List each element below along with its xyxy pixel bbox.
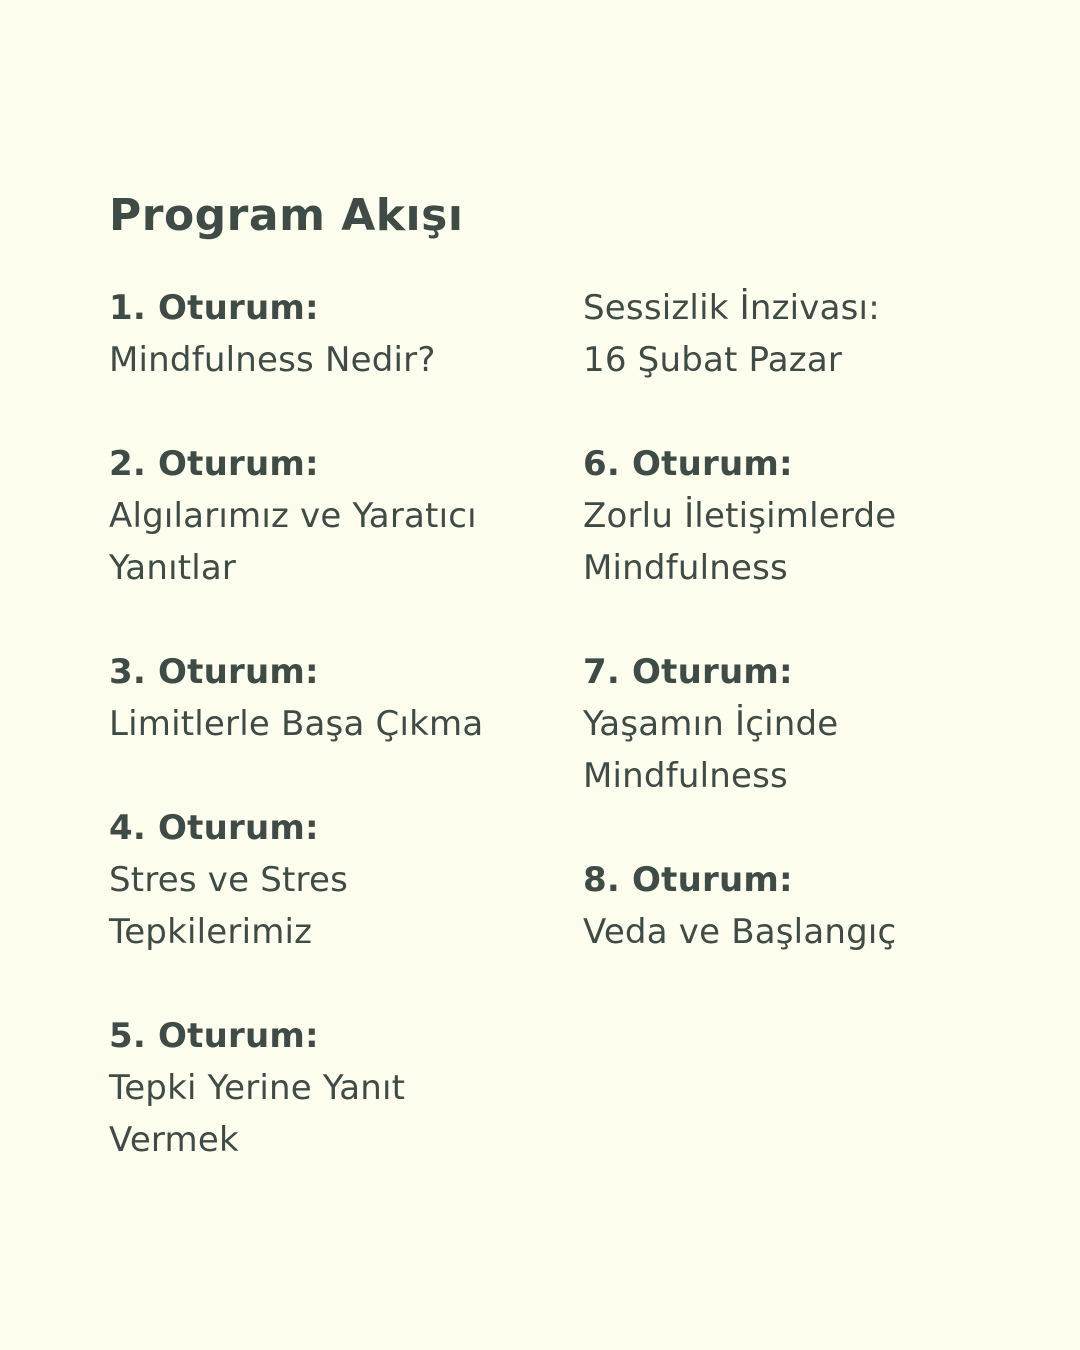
session-6 [583, 438, 1023, 594]
session-2 [109, 438, 549, 594]
session-heading: 4. Oturum: [109, 808, 319, 848]
session-title: Zorlu İletişimlerde [583, 496, 897, 536]
left-column [109, 282, 549, 1166]
right-column [583, 282, 1023, 958]
session-title: Mindfulness [583, 548, 788, 588]
session-8 [583, 854, 1023, 958]
session-heading: 6. Oturum: [583, 444, 793, 484]
session-heading: 5. Oturum: [109, 1016, 319, 1056]
session-retreat [583, 282, 1023, 386]
session-3 [109, 646, 549, 750]
session-heading: Sessizlik İnzivası: [583, 288, 880, 328]
session-heading: 8. Oturum: [583, 860, 793, 900]
session-title: Tepkilerimiz [109, 912, 313, 952]
session-heading: 3. Oturum: [109, 652, 319, 692]
session-title: Mindfulness [583, 756, 788, 796]
session-title: Tepki Yerine Yanıt [109, 1068, 406, 1108]
page-title: Program Akışı [109, 190, 464, 241]
session-title: Vermek [109, 1120, 239, 1160]
session-5 [109, 1010, 549, 1166]
session-title: Yanıtlar [109, 548, 237, 588]
session-date: 16 Şubat Pazar [583, 340, 843, 380]
session-title: Veda ve Başlangıç [583, 912, 897, 952]
session-title: Limitlerle Başa Çıkma [109, 704, 484, 744]
session-1 [109, 282, 549, 386]
session-title: Stres ve Stres [109, 860, 349, 900]
session-heading: 2. Oturum: [109, 444, 319, 484]
session-heading: 1. Oturum: [109, 288, 319, 328]
session-4 [109, 802, 549, 958]
session-title: Mindfulness Nedir? [109, 340, 436, 380]
session-title: Yaşamın İçinde [583, 704, 839, 744]
session-title: Algılarımız ve Yaratıcı [109, 496, 477, 536]
session-heading: 7. Oturum: [583, 652, 793, 692]
session-7 [583, 646, 1023, 802]
